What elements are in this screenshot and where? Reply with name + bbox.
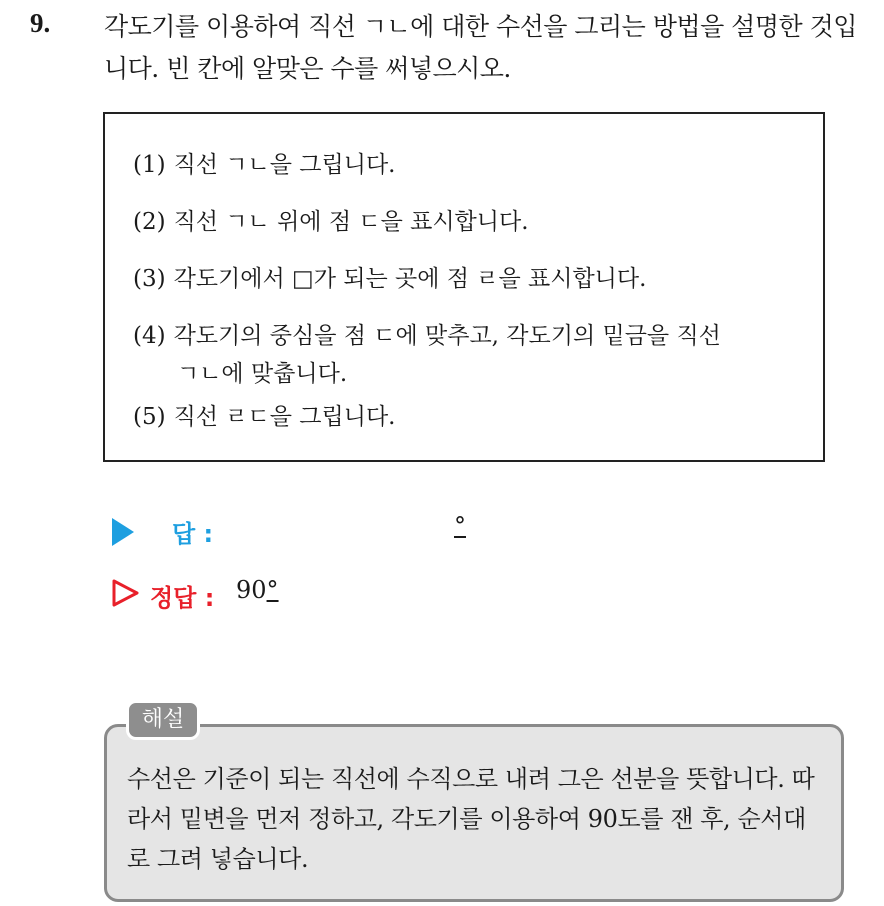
- correct-answer-row: [108, 574, 608, 614]
- explanation-text: 수선은 기준이 되는 직선에 수직으로 내려 그은 선분을 뜻합니다. 따라서 밑변을 먼저 정하고, 각도기를 이용하여 90도를 잰 후, 순서대로 그려 넣습니다.: [127, 765, 815, 873]
- correct-unit: °: [266, 576, 279, 604]
- answer-label: 답 :: [172, 520, 214, 548]
- step-text: 직선 ㄱㄴ을 그립니다.: [173, 152, 396, 178]
- correct-label: 정답 :: [150, 584, 215, 612]
- step-number: (3): [133, 266, 166, 292]
- step-2: [133, 205, 529, 239]
- step-text: 직선 ㄹㄷ을 그립니다.: [173, 404, 396, 430]
- step-3: [133, 262, 646, 296]
- answer-input[interactable]: °: [454, 512, 466, 540]
- play-filled-icon: [112, 518, 134, 546]
- step-4-continuation: ㄱㄴ에 맞춥니다.: [177, 361, 348, 387]
- steps-box: [103, 112, 825, 462]
- question-number: 9.: [30, 8, 51, 38]
- step-text: 각도기에서 □가 되는 곳에 점 ㄹ을 표시합니다.: [173, 266, 647, 292]
- step-text: 각도기의 중심을 점 ㄷ에 맞추고, 각도기의 밑금을 직선: [173, 323, 721, 349]
- step-number: (1): [133, 152, 166, 178]
- correct-value: 90: [236, 576, 267, 604]
- step-number: (4): [133, 323, 166, 349]
- explanation-box: [104, 724, 844, 902]
- step-text: 직선 ㄱㄴ 위에 점 ㄷ을 표시합니다.: [173, 209, 529, 235]
- explanation-tag: 해설: [126, 700, 200, 740]
- step-1: [133, 148, 396, 182]
- answer-row: [108, 512, 608, 552]
- correct-value-wrap: [236, 576, 279, 604]
- step-5: [133, 400, 396, 434]
- question-text: 각도기를 이용하여 직선 ㄱㄴ에 대한 수선을 그리는 방법을 설명한 것입니다. 빈 칸에 알맞은 수를 써넣으시오.: [104, 12, 857, 83]
- step-number: (5): [133, 404, 166, 430]
- step-number: (2): [133, 209, 166, 235]
- step-4: [133, 319, 721, 353]
- play-outline-icon: [110, 578, 140, 608]
